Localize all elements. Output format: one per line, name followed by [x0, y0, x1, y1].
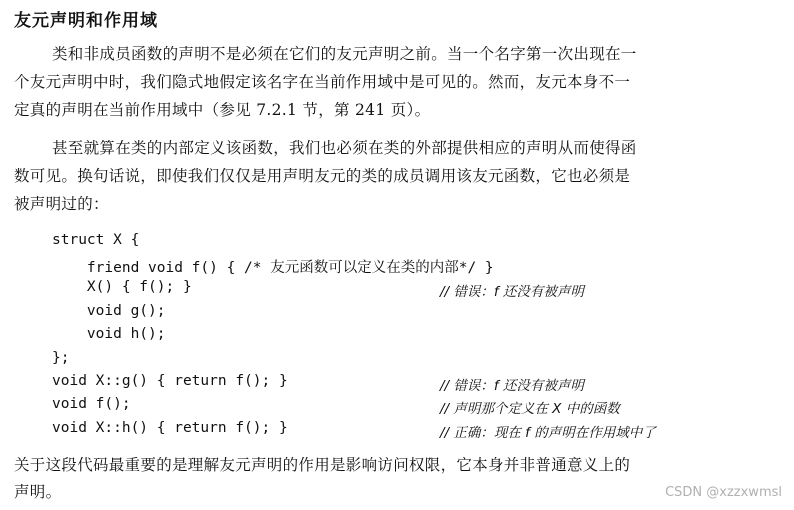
paragraph-1-line-1: 类和非成员函数的声明不是必须在它们的友元声明之前。当一个名字第一次出现在一 — [52, 45, 637, 63]
paragraph-2-line-1: 甚至就算在类的内部定义该函数，我们也必须在类的外部提供相应的声明从而使得函 — [52, 139, 637, 157]
watermark: CSDN @xzzxwmsl — [665, 485, 782, 500]
paragraph-3-line-1: 关于这段代码最重要的是理解友元声明的作用是影响访问权限，它本身并非普通意义上的 — [14, 456, 631, 474]
code-block — [0, 228, 794, 443]
code-comment: // 错误：f 还没有被声明 — [440, 378, 584, 394]
paragraph-2-line-2: 数可见。换句话说，即使我们仅仅是用声明友元的类的成员调用该友元函数，它也必须是 — [14, 167, 631, 185]
code-line: void X::g() { return f(); } — [52, 373, 288, 389]
code-comment: // 声明那个定义在 X 中的函数 — [440, 401, 620, 417]
paragraph-1-line-3: 定真的声明在当前作用域中（参见 7.2.1 节，第 241 页）。 — [14, 101, 431, 119]
paragraph-3-line-2: 声明。 — [14, 483, 62, 501]
code-line: X() { f(); } — [52, 279, 192, 295]
code-line: void h(); — [52, 326, 166, 342]
code-line: friend void f() { /* 友元函数可以定义在类的内部*/ } — [52, 260, 494, 276]
code-line: void f(); — [52, 396, 131, 412]
section-heading: 友元声明和作用域 — [14, 11, 158, 31]
code-line: }; — [52, 350, 70, 366]
code-comment: // 错误：f 还没有被声明 — [440, 284, 584, 300]
code-line: void X::h() { return f(); } — [52, 420, 288, 436]
code-line: void g(); — [52, 303, 166, 319]
code-line: struct X { — [52, 232, 140, 248]
code-comment: // 正确：现在 f 的声明在作用域中了 — [440, 425, 656, 441]
paragraph-2-line-3: 被声明过的： — [14, 195, 109, 213]
paragraph-1-line-2: 个友元声明中时，我们隐式地假定该名字在当前作用域中是可见的。然而，友元本身不一 — [14, 73, 631, 91]
